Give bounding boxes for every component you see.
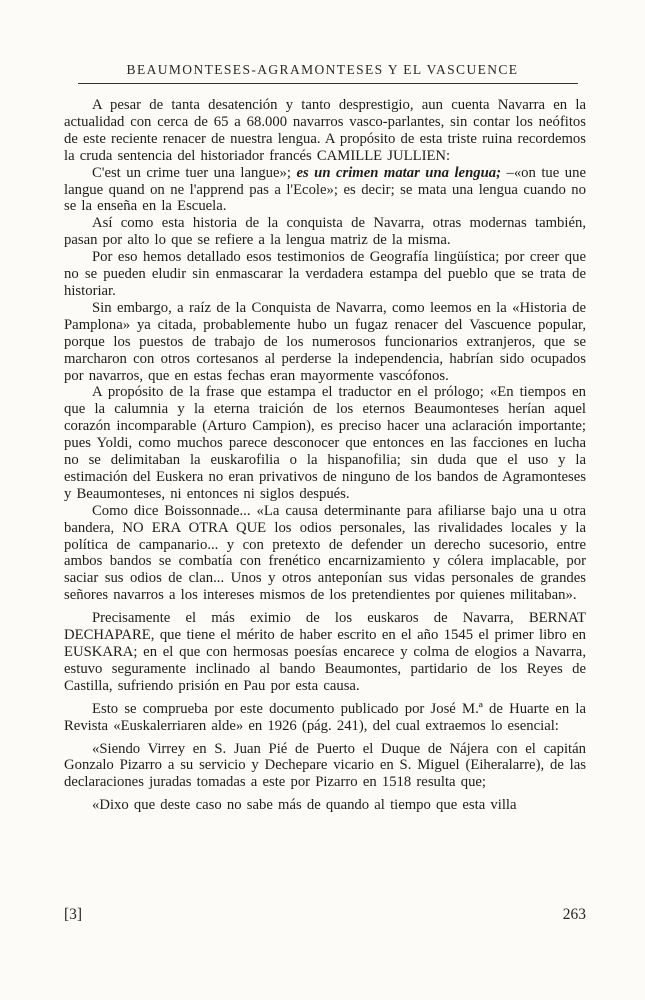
signature-mark: [3] xyxy=(64,906,83,923)
emphasized-text: es un crimen matar una lengua; xyxy=(296,164,501,181)
text-run: Como dice Boissonnade... «La causa determinante para afiliarse bajo una u otra bandera, NO ERA OTRA QUE los odios personales, las rivalidades locales y la política de campanario... y con pretexto de defender un derecho sucesorio, entre ambos bandos se combatía con frenético encarnizamiento y cólera implacable, por saciar sus odios de clan... Unos y otros anteponían sus vidas personales de grandes señores navarros a los intereses mismos de los pretendientes por quienes militaban». xyxy=(64,502,586,604)
paragraph xyxy=(64,165,586,216)
page-number: 263 xyxy=(562,906,586,923)
text-run: Esto se comprueba por este documento publicado por José M.ª de Huarte en la Revista «Euskalerriaren alde» en 1926 (pág. 241), del cual extraemos lo esencial: xyxy=(64,700,586,734)
text-run: Sin embargo, a raíz de la Conquista de Navarra, como leemos en la «Historia de Pamplona» ya citada, probablemente hubo un fugaz renacer del Vascuence popular, porque los puestos de trabajo de los numerosos funcionarios extranjeros, que se marcharon con otros cortesanos al perderse la independencia, habrían sido ocupados por navarros, que en estas fechas eran mayormente vascófonos. xyxy=(64,299,586,384)
text-run: C'est un crime tuer una langue»; xyxy=(92,164,297,181)
body-text xyxy=(64,97,586,814)
page-footer xyxy=(64,906,586,924)
header-rule xyxy=(78,83,578,84)
paragraph xyxy=(64,701,586,735)
paragraph xyxy=(64,97,586,165)
paragraph xyxy=(64,610,586,695)
paragraph xyxy=(64,741,586,792)
paragraph xyxy=(64,215,586,249)
text-run: «Dixo que deste caso no sabe más de quando al tiempo que esta villa xyxy=(92,797,517,814)
text-run: A propósito de la frase que estampa el traductor en el prólogo; «En tiempos en que la calumnia y la eterna traición de los eternos Beaumonteses herían aquel corazón incomparable (Arturo Campion), es preciso hacer una aclaración importante; pues Yoldi, como muchos parece desconocer que entonces en las facciones en lucha no se delimitaban la euskarofilia o la hispanofilia; sin duda que el uso y la estimación del Euskera no eran privativos de ninguno de los bandos de Agramonteses y Beaumonteses, ni entonces ni siglos después. xyxy=(64,384,586,502)
paragraph xyxy=(64,249,586,300)
text-run: Por eso hemos detallado esos testimonios de Geografía lingüística; por creer que no se pueden eludir sin enmascarar la verdadera estampa del pueblo que se trata de historiar. xyxy=(64,249,586,299)
paragraph xyxy=(64,503,586,604)
paragraph xyxy=(64,797,586,814)
text-run: «Siendo Virrey en S. Juan Pié de Puerto el Duque de Nájera con el capitán Gonzalo Pizarro a su servicio y Dechepare vicario en S. Miguel (Eiheralarre), de las declaraciones juradas tomadas a este por Pizarro en 1518 resulta que; xyxy=(64,740,586,791)
running-head: BEAUMONTESES-AGRAMONTESES Y EL VASCUENCE xyxy=(126,62,519,77)
text-run: Precisamente el más eximio de los euskaros de Navarra, BERNAT DECHAPARE, que tiene el mérito de haber escrito en el año 1545 el primer libro en EUSKARA; en el que con hermosas poesías encarece y colma de elogios a Navarra, estuvo seguramente inclinado al bando Beaumontes, partidario de los Reyes de Castilla, sufriendo prisión en Pau por esta causa. xyxy=(64,610,586,694)
paragraph xyxy=(64,300,586,385)
text-run: –«on tue une langue quand on ne l'apprend pas a l'Ecole»; es decir; se mata una lengua cuando no se la enseña en la Escuela. xyxy=(64,164,586,215)
text-run: A pesar de tanta desatención y tanto desprestigio, aun cuenta Navarra en la actualidad con cerca de 65 a 68.000 navarros vasco-parlantes, sin contar los neófitos de este reciente renacer de nuestra lengua. A propósito de esta triste ruina recordemos la cruda sentencia del historiador francés CAMILLE JULLIEN: xyxy=(64,97,586,164)
text-run: Así como esta historia de la conquista de Navarra, otras modernas también, pasan por alto lo que se refiere a la lengua matriz de la misma. xyxy=(64,215,586,249)
paragraph xyxy=(64,384,586,502)
